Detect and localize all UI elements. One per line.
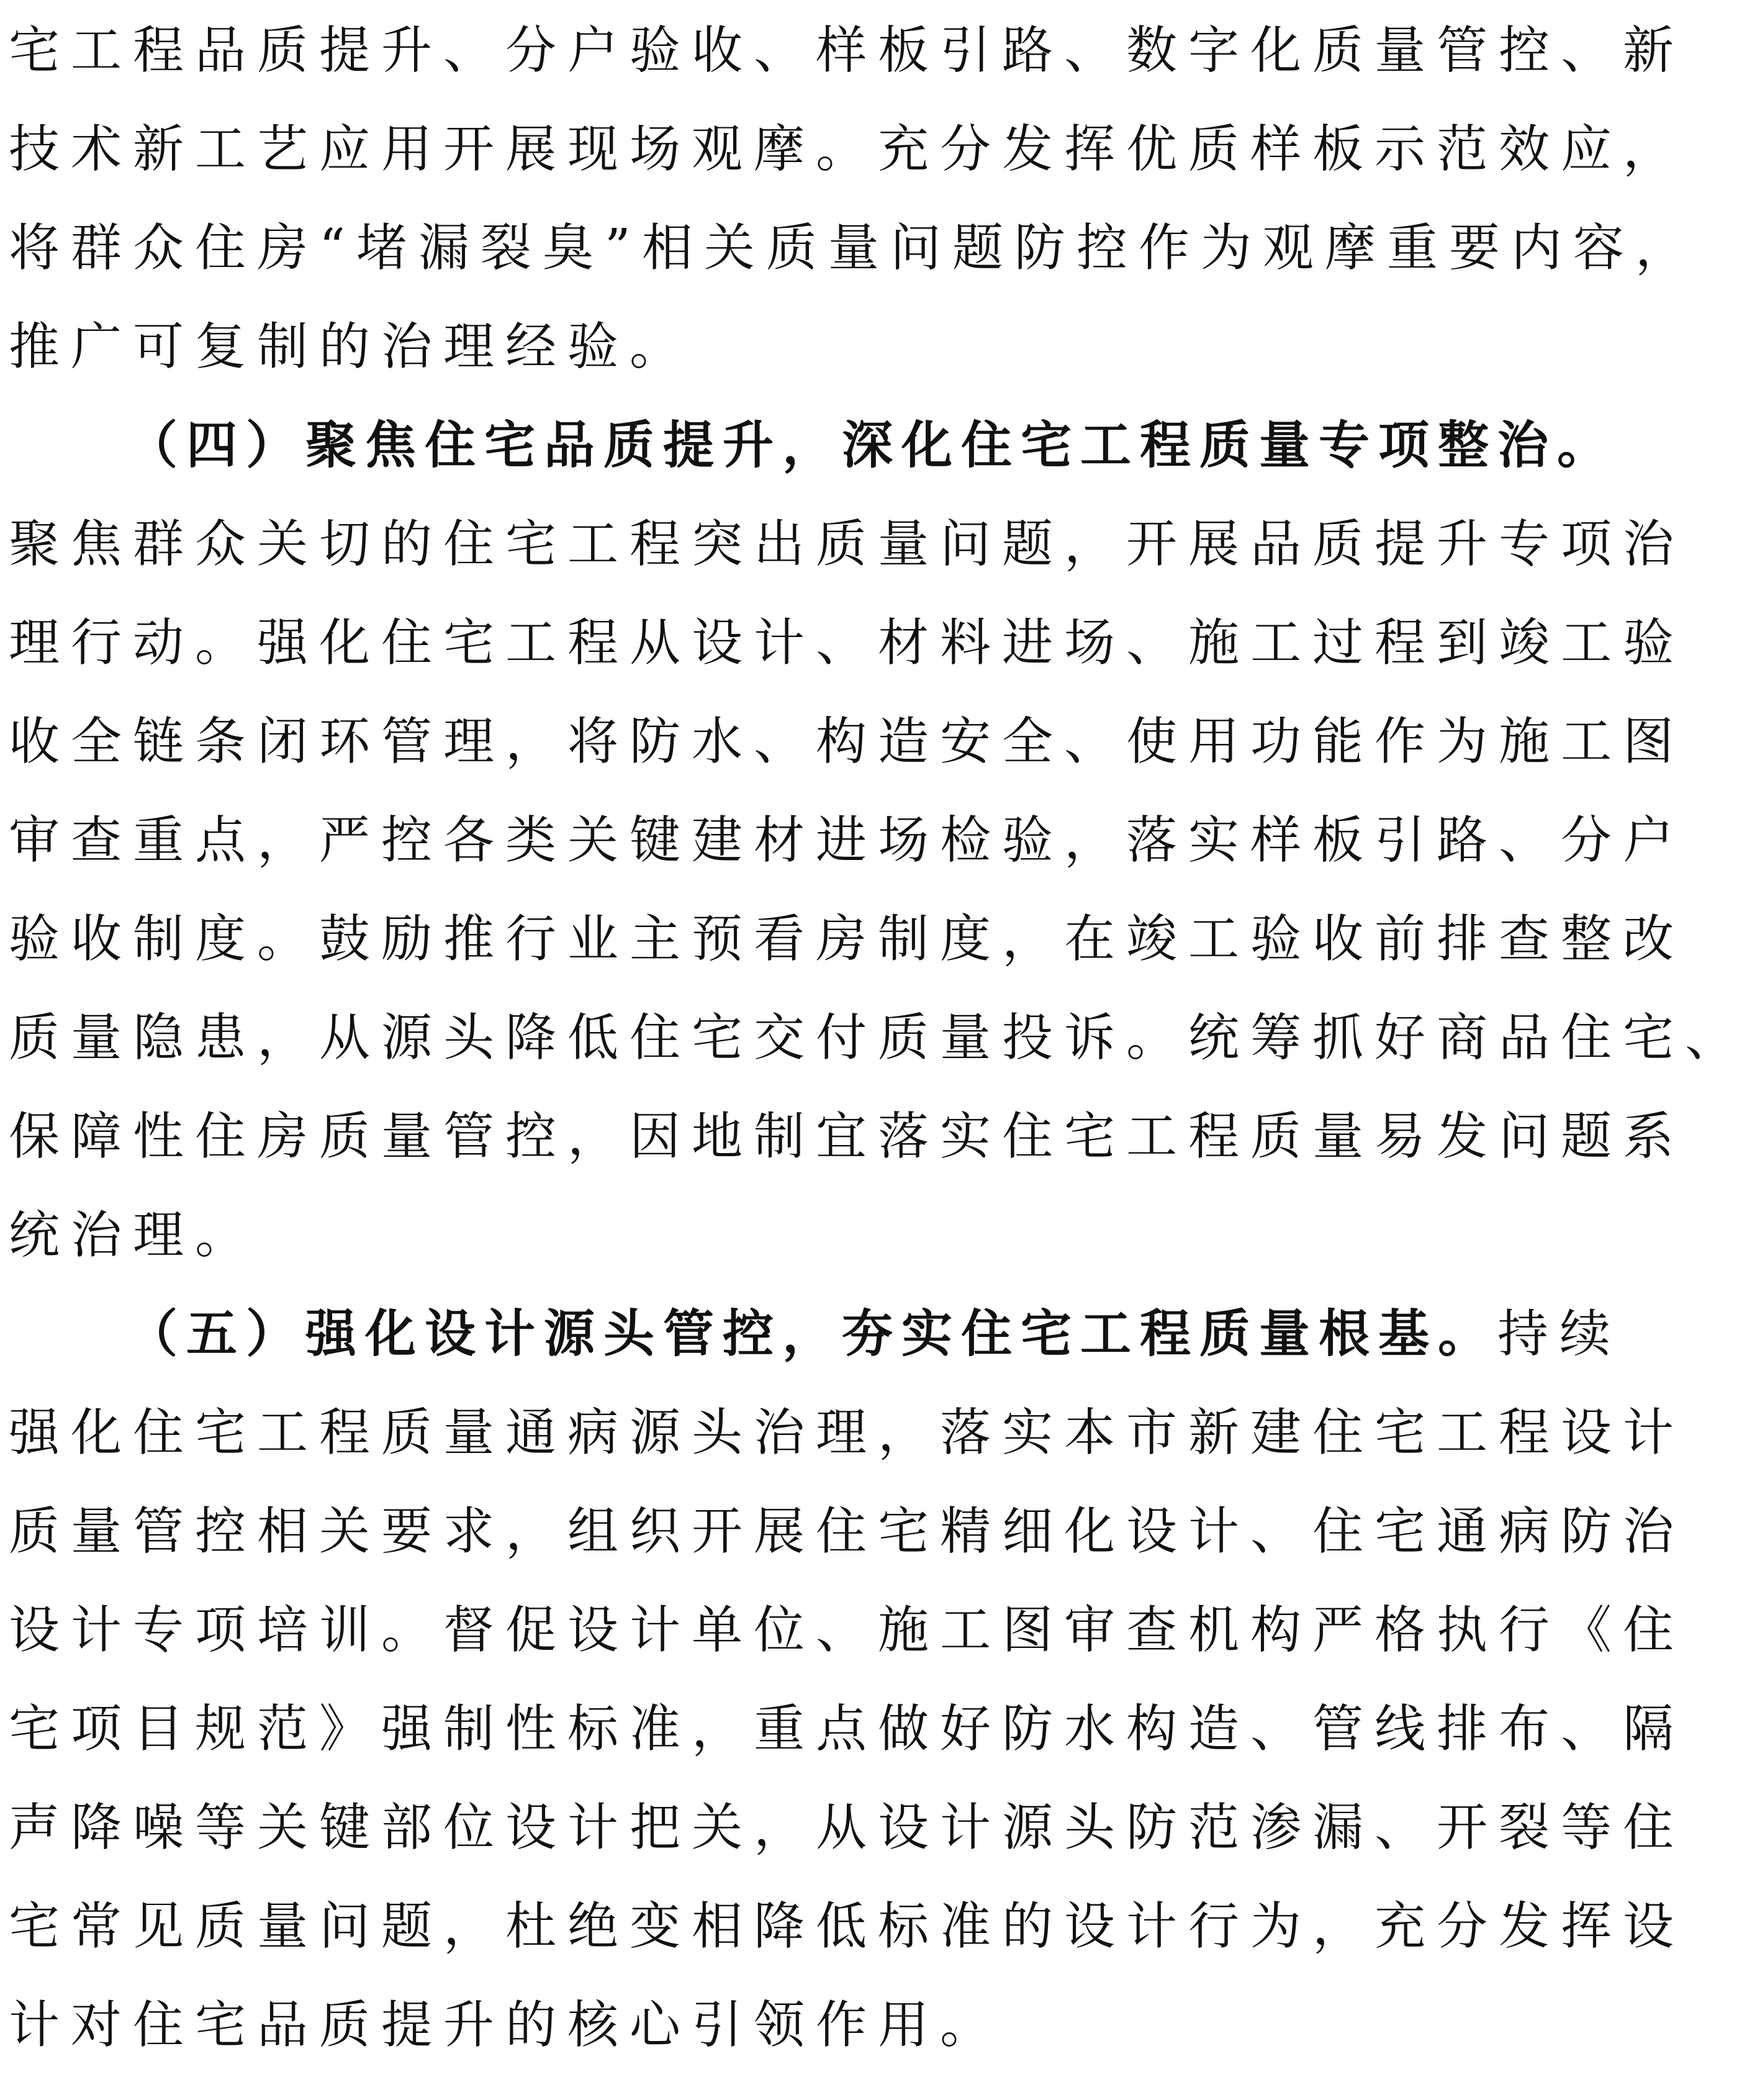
text-line: 验收制度。鼓励推行业主预看房制度，在竣工验收前排查整改: [9, 910, 1686, 969]
text-line: 宅常见质量问题，杜绝变相降低标准的设计行为，充分发挥设: [9, 1897, 1686, 1956]
text-line: 宅工程品质提升、分户验收、样板引路、数字化质量管控、新: [9, 21, 1686, 80]
text-line: 推广可复制的治理经验。: [9, 317, 692, 376]
text-line: 质量管控相关要求，组织开展住宅精细化设计、住宅通病防治: [9, 1502, 1686, 1561]
text-line: 声降噪等关键部位设计把关，从设计源头防范渗漏、开裂等住: [9, 1798, 1686, 1857]
text-line: 计对住宅品质提升的核心引领作用。: [9, 1996, 1003, 2055]
document-body: [9, 1, 1747, 2075]
section-4-heading: （四）聚焦住宅品质提升，深化住宅工程质量专项整治。: [127, 416, 1617, 475]
text-line: 设计专项培训。督促设计单位、施工图审查机构严格执行《住: [9, 1601, 1686, 1660]
section-5-heading: （五）强化设计源头管控，夯实住宅工程质量根基。: [127, 1305, 1498, 1364]
text-line: 统治理。: [9, 1206, 258, 1265]
text-line: 理行动。强化住宅工程从设计、材料进场、施工过程到竣工验: [9, 613, 1686, 672]
section-4-heading-line: [9, 396, 1617, 495]
text-line: 将群众住房“堵漏裂臭”相关质量问题防控作为观摩重要内容，: [9, 219, 1697, 278]
text-line: 宅项目规范》强制性标准，重点做好防水构造、管线排布、隔: [9, 1699, 1686, 1758]
text-line: 强化住宅工程质量通病源头治理，落实本市新建住宅工程设计: [9, 1403, 1686, 1462]
text-line: 聚焦群众关切的住宅工程突出质量问题，开展品质提升专项治: [9, 515, 1686, 574]
text-line: 收全链条闭环管理，将防水、构造安全、使用功能作为施工图: [9, 712, 1686, 771]
text-line: 质量隐患，从源头降低住宅交付质量投诉。统筹抓好商品住宅、: [9, 1008, 1747, 1067]
text-line: 保障性住房质量管控，因地制宜落实住宅工程质量易发问题系: [9, 1107, 1686, 1166]
section-5-heading-tail: 持续: [1497, 1305, 1622, 1364]
text-line: 审查重点，严控各类关键建材进场检验，落实样板引路、分户: [9, 811, 1686, 870]
section-5-heading-line: [9, 1285, 1622, 1383]
text-line: 技术新工艺应用开展现场观摩。充分发挥优质样板示范效应，: [9, 120, 1686, 179]
